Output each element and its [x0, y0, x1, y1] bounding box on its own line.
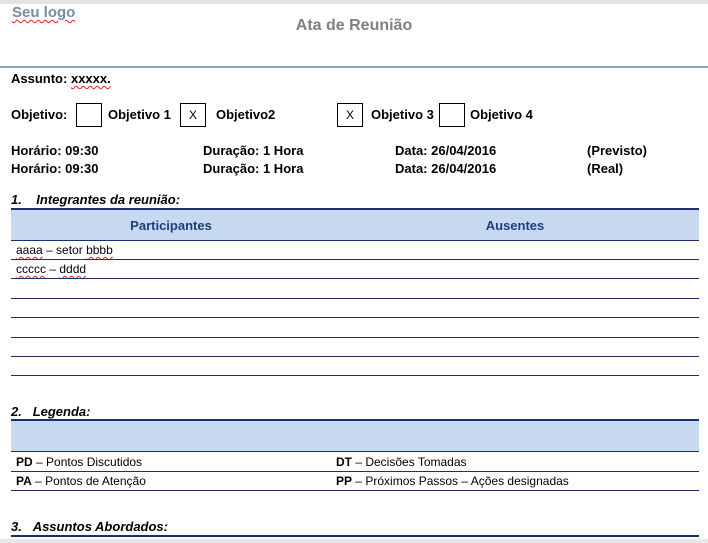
horario-previsto: Horário: 09:30 — [11, 143, 99, 158]
section-2-heading — [11, 404, 90, 419]
table-row-line — [11, 240, 699, 241]
assunto-label: Assunto: — [11, 71, 68, 86]
table-row-line — [11, 298, 699, 299]
legend-table-header — [11, 421, 699, 451]
col-ausentes: Ausentes — [485, 218, 545, 233]
legend-item-pa: PA – Pontos de Atenção — [16, 474, 146, 488]
table-row-line — [11, 337, 699, 338]
section-2-title: Legenda: — [32, 404, 91, 419]
objetivo-1-label: Objetivo 1 — [108, 107, 171, 122]
table-row[interactable]: aaaa – setor bbbb — [16, 243, 113, 257]
objetivo-label: Objetivo: — [11, 107, 68, 122]
objetivo-1-checkbox[interactable] — [76, 103, 102, 127]
objetivo-4-checkbox[interactable] — [439, 103, 465, 127]
table-row-line — [11, 471, 699, 472]
table-row-line — [11, 490, 699, 491]
tipo-real: (Real) — [587, 161, 624, 176]
data-real: Data: 26/04/2016 — [395, 161, 497, 176]
section-2-number: 2. — [11, 404, 22, 419]
duracao-previsto: Duração: 1 Hora — [203, 143, 304, 158]
horario-real: Horário: 09:30 — [11, 161, 99, 176]
table-row-line — [11, 278, 699, 279]
objetivo-3-checkbox[interactable]: X — [337, 103, 363, 127]
data-previsto: Data: 26/04/2016 — [395, 143, 497, 158]
legend-item-pd: PD – Pontos Discutidos — [16, 455, 143, 469]
section-1-heading — [11, 192, 180, 207]
section-1-title: Integrantes da reunião: — [36, 192, 181, 207]
page-bottom-strip — [0, 539, 708, 543]
header-divider — [0, 66, 708, 68]
table-row-line — [11, 375, 699, 376]
col-participantes: Participantes — [130, 218, 212, 233]
objetivo-3-label: Objetivo 3 — [371, 107, 434, 122]
section-3-top-border — [11, 535, 699, 537]
objetivo-2-label: Objetivo2 — [216, 107, 276, 122]
objetivo-2-checkbox[interactable]: X — [180, 103, 206, 127]
section-3-title: Assuntos Abordados: — [32, 519, 168, 534]
section-3-number: 3. — [11, 519, 22, 534]
tipo-previsto: (Previsto) — [587, 143, 647, 158]
table-row-line — [11, 451, 699, 452]
document-title: Ata de Reunião — [295, 17, 413, 34]
legend-item-dt: DT – Decisões Tomadas — [336, 455, 467, 469]
section-3-heading — [11, 519, 168, 534]
duracao-real: Duração: 1 Hora — [203, 161, 304, 176]
legend-item-pp: PP – Próximos Passos – Ações designadas — [336, 474, 569, 488]
assunto-value[interactable]: xxxxx. — [70, 71, 111, 86]
objetivo-4-label: Objetivo 4 — [470, 107, 533, 122]
company-logo: Seu logo — [12, 4, 76, 21]
table-row[interactable]: ccccc – dddd — [16, 262, 87, 276]
table-row-line — [11, 356, 699, 357]
section-1-number: 1. — [11, 192, 22, 207]
table-row-line — [11, 259, 699, 260]
assunto-line — [11, 71, 111, 86]
table-row-line — [11, 317, 699, 318]
page-top-strip — [0, 0, 708, 4]
